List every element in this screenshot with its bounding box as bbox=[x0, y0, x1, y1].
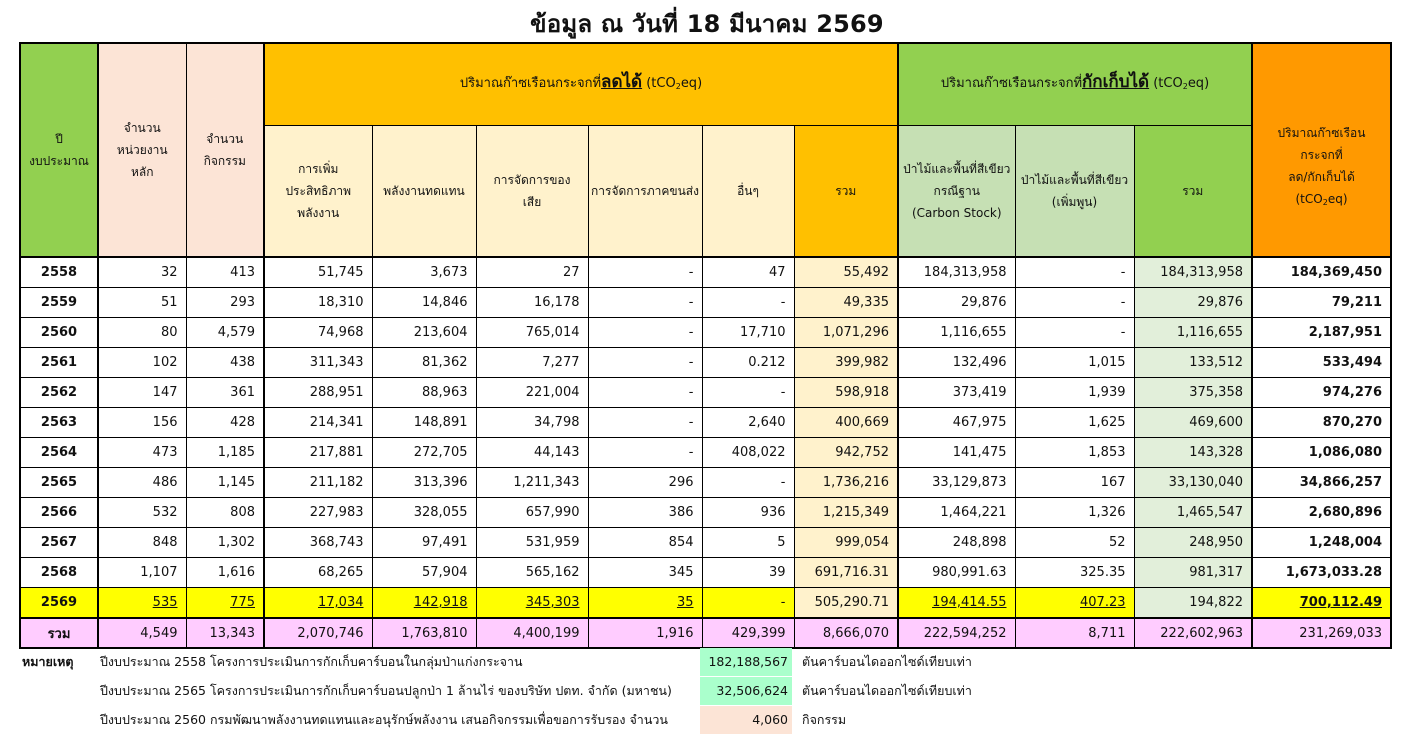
cell-activities: 428 bbox=[186, 408, 264, 438]
table-row bbox=[20, 378, 1391, 408]
cell-seq-total: 375,358 bbox=[1134, 378, 1252, 408]
cell-efficiency: 51,745 bbox=[264, 257, 372, 288]
header-year bbox=[20, 43, 98, 257]
header-units bbox=[98, 43, 186, 257]
cell-other: 2,640 bbox=[702, 408, 794, 438]
cell-transport: 854 bbox=[588, 528, 702, 558]
cell-other: - bbox=[702, 288, 794, 318]
cell-efficiency: 288,951 bbox=[264, 378, 372, 408]
note-value: 32,506,624 bbox=[700, 677, 792, 705]
total-transport: 1,916 bbox=[588, 618, 702, 648]
cell-activities: 808 bbox=[186, 498, 264, 528]
cell-reduced-total: 505,290.71 bbox=[794, 588, 898, 619]
cell-increase: - bbox=[1015, 288, 1134, 318]
cell-transport: - bbox=[588, 378, 702, 408]
cell-other: 936 bbox=[702, 498, 794, 528]
unit-sub: 2 bbox=[675, 81, 681, 91]
unit-sub: 2 bbox=[1322, 198, 1328, 207]
unit-prefix: (tCO bbox=[646, 75, 676, 91]
cell-baseline: 33,129,873 bbox=[898, 468, 1015, 498]
cell-seq-total: 194,822 bbox=[1134, 588, 1252, 619]
cell-increase: 52 bbox=[1015, 528, 1134, 558]
cell-increase: 1,326 bbox=[1015, 498, 1134, 528]
cell-waste: 565,162 bbox=[476, 558, 588, 588]
baseline-line2: กรณีฐาน bbox=[933, 183, 980, 198]
cell-seq-total: 1,465,547 bbox=[1134, 498, 1252, 528]
total-reduced-total: 8,666,070 bbox=[794, 618, 898, 648]
cell-increase: - bbox=[1015, 318, 1134, 348]
total-other: 429,399 bbox=[702, 618, 794, 648]
cell-other: 408,022 bbox=[702, 438, 794, 468]
cell-renewable: 213,604 bbox=[372, 318, 476, 348]
cell-grand-total: 184,369,450 bbox=[1252, 257, 1391, 288]
total-seq-total: 222,602,963 bbox=[1134, 618, 1252, 648]
table-row bbox=[20, 468, 1391, 498]
cell-grand-total: 533,494 bbox=[1252, 348, 1391, 378]
cell-seq-total: 469,600 bbox=[1134, 408, 1252, 438]
page-title: ข้อมูล ณ วันที่ 18 มีนาคม 2569 bbox=[530, 10, 884, 38]
efficiency-line3: พลังงาน bbox=[297, 205, 340, 220]
cell-other: 5 bbox=[702, 528, 794, 558]
efficiency-line1: การเพิ่ม bbox=[298, 161, 339, 176]
cell-grand-total: 2,187,951 bbox=[1252, 318, 1391, 348]
cell-units: 156 bbox=[98, 408, 186, 438]
cell-reduced-total: 400,669 bbox=[794, 408, 898, 438]
table-row bbox=[20, 408, 1391, 438]
cell-waste: 531,959 bbox=[476, 528, 588, 558]
cell-other: 17,710 bbox=[702, 318, 794, 348]
cell-seq-total: 1,116,655 bbox=[1134, 318, 1252, 348]
table-row bbox=[20, 438, 1391, 468]
cell-baseline: 141,475 bbox=[898, 438, 1015, 468]
header-seq-total: รวม bbox=[1134, 125, 1252, 257]
cell-renewable: 97,491 bbox=[372, 528, 476, 558]
cell-baseline: 184,313,958 bbox=[898, 257, 1015, 288]
cell-other: 47 bbox=[702, 257, 794, 288]
cell-reduced-total: 598,918 bbox=[794, 378, 898, 408]
note-unit: กิจกรรม bbox=[802, 712, 847, 727]
cell-waste: 34,798 bbox=[476, 408, 588, 438]
cell-increase: 1,939 bbox=[1015, 378, 1134, 408]
cell-increase: - bbox=[1015, 257, 1134, 288]
cell-reduced-total: 942,752 bbox=[794, 438, 898, 468]
cell-efficiency: 368,743 bbox=[264, 528, 372, 558]
unit-suffix: eq) bbox=[680, 75, 703, 91]
grand-total-line2: ลด/กักเก็บได้ bbox=[1288, 170, 1355, 184]
header-efficiency bbox=[264, 125, 372, 257]
cell-waste: 44,143 bbox=[476, 438, 588, 468]
header-units-line1: จำนวน bbox=[123, 121, 161, 135]
cell-units: 1,107 bbox=[98, 558, 186, 588]
table-row bbox=[20, 257, 1391, 288]
cell-waste: 27 bbox=[476, 257, 588, 288]
header-reduced-group bbox=[264, 43, 898, 125]
header-year-line2: งบประมาณ bbox=[29, 154, 89, 168]
cell-transport: - bbox=[588, 438, 702, 468]
cell-renewable: 142,918 bbox=[372, 588, 476, 619]
cell-seq-total: 29,876 bbox=[1134, 288, 1252, 318]
note-unit: ตันคาร์บอนไดออกไซด์เทียบเท่า bbox=[802, 654, 972, 669]
cell-activities: 438 bbox=[186, 348, 264, 378]
cell-baseline: 1,116,655 bbox=[898, 318, 1015, 348]
cell-waste: 16,178 bbox=[476, 288, 588, 318]
efficiency-line2: ประสิทธิภาพ bbox=[285, 183, 352, 198]
cell-transport: - bbox=[588, 408, 702, 438]
cell-grand-total: 2,680,896 bbox=[1252, 498, 1391, 528]
header-grand-total bbox=[1252, 43, 1391, 257]
table-row bbox=[20, 288, 1391, 318]
cell-seq-total: 184,313,958 bbox=[1134, 257, 1252, 288]
cell-transport: - bbox=[588, 348, 702, 378]
cell-baseline: 373,419 bbox=[898, 378, 1015, 408]
note-value: 182,188,567 bbox=[700, 648, 792, 676]
cell-other: 39 bbox=[702, 558, 794, 588]
cell-year: 2567 bbox=[20, 528, 98, 558]
table-row bbox=[20, 528, 1391, 558]
cell-units: 80 bbox=[98, 318, 186, 348]
cell-efficiency: 214,341 bbox=[264, 408, 372, 438]
cell-grand-total: 79,211 bbox=[1252, 288, 1391, 318]
note-row-1 bbox=[0, 648, 1414, 676]
cell-waste: 221,004 bbox=[476, 378, 588, 408]
cell-activities: 413 bbox=[186, 257, 264, 288]
cell-other: - bbox=[702, 588, 794, 619]
cell-units: 535 bbox=[98, 588, 186, 619]
header-increase bbox=[1015, 125, 1134, 257]
cell-grand-total: 1,086,080 bbox=[1252, 438, 1391, 468]
total-activities: 13,343 bbox=[186, 618, 264, 648]
cell-reduced-total: 49,335 bbox=[794, 288, 898, 318]
header-baseline bbox=[898, 125, 1015, 257]
table-body bbox=[20, 257, 1391, 648]
cell-year: 2558 bbox=[20, 257, 98, 288]
cell-renewable: 88,963 bbox=[372, 378, 476, 408]
cell-activities: 4,579 bbox=[186, 318, 264, 348]
cell-baseline: 29,876 bbox=[898, 288, 1015, 318]
total-grand-total: 231,269,033 bbox=[1252, 618, 1391, 648]
cell-other: 0.212 bbox=[702, 348, 794, 378]
reduced-group-emph: ลดได้ bbox=[601, 71, 643, 92]
cell-efficiency: 217,881 bbox=[264, 438, 372, 468]
header-year-line1: ปี bbox=[55, 132, 63, 146]
cell-efficiency: 311,343 bbox=[264, 348, 372, 378]
cell-activities: 775 bbox=[186, 588, 264, 619]
cell-efficiency: 227,983 bbox=[264, 498, 372, 528]
cell-seq-total: 133,512 bbox=[1134, 348, 1252, 378]
unit-sub: 2 bbox=[1182, 81, 1188, 91]
cell-units: 848 bbox=[98, 528, 186, 558]
cell-year: 2561 bbox=[20, 348, 98, 378]
cell-efficiency: 18,310 bbox=[264, 288, 372, 318]
cell-baseline: 1,464,221 bbox=[898, 498, 1015, 528]
cell-grand-total: 870,270 bbox=[1252, 408, 1391, 438]
total-efficiency: 2,070,746 bbox=[264, 618, 372, 648]
note-text: ปีงบประมาณ 2565 โครงการประเมินการกักเก็บคาร์บอนปลูกป่า 1 ล้านไร่ ของบริษัท ปตท. จำกัด (มหาชน) bbox=[100, 683, 672, 698]
cell-units: 32 bbox=[98, 257, 186, 288]
cell-transport: 386 bbox=[588, 498, 702, 528]
table-row bbox=[20, 498, 1391, 528]
cell-seq-total: 981,317 bbox=[1134, 558, 1252, 588]
cell-baseline: 467,975 bbox=[898, 408, 1015, 438]
cell-waste: 1,211,343 bbox=[476, 468, 588, 498]
cell-activities: 1,145 bbox=[186, 468, 264, 498]
cell-increase: 407.23 bbox=[1015, 588, 1134, 619]
header-reduced-total: รวม bbox=[794, 125, 898, 257]
total-baseline: 222,594,252 bbox=[898, 618, 1015, 648]
cell-increase: 167 bbox=[1015, 468, 1134, 498]
cell-reduced-total: 1,215,349 bbox=[794, 498, 898, 528]
cell-efficiency: 211,182 bbox=[264, 468, 372, 498]
cell-year: 2566 bbox=[20, 498, 98, 528]
note-row-2 bbox=[0, 677, 1414, 705]
cell-other: - bbox=[702, 468, 794, 498]
sequestered-group-prefix: ปริมาณก๊าซเรือนกระจกที่ bbox=[940, 75, 1083, 91]
cell-reduced-total: 999,054 bbox=[794, 528, 898, 558]
cell-transport: - bbox=[588, 257, 702, 288]
cell-transport: 296 bbox=[588, 468, 702, 498]
cell-efficiency: 17,034 bbox=[264, 588, 372, 619]
header-renewable: พลังงานทดแทน bbox=[372, 125, 476, 257]
cell-waste: 7,277 bbox=[476, 348, 588, 378]
unit-suffix: eq) bbox=[1327, 192, 1348, 206]
cell-units: 473 bbox=[98, 438, 186, 468]
cell-year: 2568 bbox=[20, 558, 98, 588]
cell-transport: 35 bbox=[588, 588, 702, 619]
unit-prefix: (tCO bbox=[1153, 75, 1183, 91]
cell-grand-total: 1,673,033.28 bbox=[1252, 558, 1391, 588]
total-renewable: 1,763,810 bbox=[372, 618, 476, 648]
cell-grand-total: 700,112.49 bbox=[1252, 588, 1391, 619]
reduced-group-prefix: ปริมาณก๊าซเรือนกระจกที่ bbox=[459, 75, 602, 91]
header-units-line2: หน่วยงานหลัก bbox=[116, 143, 168, 179]
cell-year: 2562 bbox=[20, 378, 98, 408]
cell-year: 2565 bbox=[20, 468, 98, 498]
cell-units: 532 bbox=[98, 498, 186, 528]
total-increase: 8,711 bbox=[1015, 618, 1134, 648]
note-text: ปีงบประมาณ 2558 โครงการประเมินการกักเก็บคาร์บอนในกลุ่มป่าแก่งกระจาน bbox=[100, 654, 523, 669]
cell-efficiency: 74,968 bbox=[264, 318, 372, 348]
table-row bbox=[20, 318, 1391, 348]
cell-units: 486 bbox=[98, 468, 186, 498]
cell-renewable: 81,362 bbox=[372, 348, 476, 378]
header-activities-line1: จำนวน bbox=[206, 132, 244, 146]
cell-year: 2559 bbox=[20, 288, 98, 318]
cell-transport: 345 bbox=[588, 558, 702, 588]
cell-units: 147 bbox=[98, 378, 186, 408]
cell-renewable: 14,846 bbox=[372, 288, 476, 318]
cell-increase: 1,015 bbox=[1015, 348, 1134, 378]
cell-seq-total: 33,130,040 bbox=[1134, 468, 1252, 498]
cell-reduced-total: 1,071,296 bbox=[794, 318, 898, 348]
total-waste: 4,400,199 bbox=[476, 618, 588, 648]
cell-waste: 657,990 bbox=[476, 498, 588, 528]
table-row bbox=[20, 588, 1391, 619]
cell-grand-total: 1,248,004 bbox=[1252, 528, 1391, 558]
cell-increase: 1,853 bbox=[1015, 438, 1134, 468]
note-text: ปีงบประมาณ 2560 กรมพัฒนาพลังงานทดแทนและอนุรักษ์พลังงาน เสนอกิจกรรมเพื่อขอการรับรอง จำนวน bbox=[100, 712, 668, 727]
header-waste: การจัดการของเสีย bbox=[476, 125, 588, 257]
increase-line1: ป่าไม้และพื้นที่สีเขียว bbox=[1020, 172, 1129, 187]
cell-activities: 1,616 bbox=[186, 558, 264, 588]
cell-increase: 325.35 bbox=[1015, 558, 1134, 588]
header-activities bbox=[186, 43, 264, 257]
cell-renewable: 328,055 bbox=[372, 498, 476, 528]
note-value: 4,060 bbox=[700, 706, 792, 734]
cell-year: 2564 bbox=[20, 438, 98, 468]
baseline-line1: ป่าไม้และพื้นที่สีเขียว bbox=[903, 161, 1011, 176]
cell-efficiency: 68,265 bbox=[264, 558, 372, 588]
notes-label: หมายเหตุ bbox=[22, 654, 74, 669]
cell-transport: - bbox=[588, 318, 702, 348]
note-unit: ตันคาร์บอนไดออกไซด์เทียบเท่า bbox=[802, 683, 972, 698]
cell-baseline: 248,898 bbox=[898, 528, 1015, 558]
total-units: 4,549 bbox=[98, 618, 186, 648]
header-transport: การจัดการภาคขนส่ง bbox=[588, 125, 702, 257]
cell-renewable: 3,673 bbox=[372, 257, 476, 288]
cell-year: 2563 bbox=[20, 408, 98, 438]
totals-label: รวม bbox=[20, 618, 98, 648]
cell-renewable: 313,396 bbox=[372, 468, 476, 498]
cell-units: 102 bbox=[98, 348, 186, 378]
baseline-line3: (Carbon Stock) bbox=[911, 205, 1002, 220]
header-activities-line2: กิจกรรม bbox=[203, 154, 246, 168]
cell-waste: 765,014 bbox=[476, 318, 588, 348]
header-other: อื่นๆ bbox=[702, 125, 794, 257]
cell-waste: 345,303 bbox=[476, 588, 588, 619]
cell-reduced-total: 691,716.31 bbox=[794, 558, 898, 588]
cell-baseline: 132,496 bbox=[898, 348, 1015, 378]
cell-renewable: 148,891 bbox=[372, 408, 476, 438]
cell-reduced-total: 55,492 bbox=[794, 257, 898, 288]
cell-year: 2560 bbox=[20, 318, 98, 348]
cell-seq-total: 143,328 bbox=[1134, 438, 1252, 468]
cell-activities: 1,302 bbox=[186, 528, 264, 558]
cell-increase: 1,625 bbox=[1015, 408, 1134, 438]
cell-activities: 1,185 bbox=[186, 438, 264, 468]
cell-baseline: 194,414.55 bbox=[898, 588, 1015, 619]
cell-year: 2569 bbox=[20, 588, 98, 619]
cell-grand-total: 34,866,257 bbox=[1252, 468, 1391, 498]
grand-total-line1: ปริมาณก๊าซเรือนกระจกที่ bbox=[1277, 126, 1366, 162]
header-sequestered-group bbox=[898, 43, 1252, 125]
cell-activities: 293 bbox=[186, 288, 264, 318]
cell-baseline: 980,991.63 bbox=[898, 558, 1015, 588]
cell-activities: 361 bbox=[186, 378, 264, 408]
cell-other: - bbox=[702, 378, 794, 408]
note-row-3 bbox=[0, 706, 1414, 734]
cell-reduced-total: 399,982 bbox=[794, 348, 898, 378]
cell-renewable: 272,705 bbox=[372, 438, 476, 468]
increase-line2: (เพิ่มพูน) bbox=[1051, 194, 1098, 209]
cell-transport: - bbox=[588, 288, 702, 318]
cell-seq-total: 248,950 bbox=[1134, 528, 1252, 558]
unit-prefix: (tCO bbox=[1295, 192, 1323, 206]
unit-suffix: eq) bbox=[1187, 75, 1210, 91]
table-row bbox=[20, 348, 1391, 378]
ghg-summary-table bbox=[19, 42, 1392, 649]
cell-reduced-total: 1,736,216 bbox=[794, 468, 898, 498]
sequestered-group-emph: กักเก็บได้ bbox=[1082, 71, 1150, 92]
cell-renewable: 57,904 bbox=[372, 558, 476, 588]
cell-units: 51 bbox=[98, 288, 186, 318]
cell-grand-total: 974,276 bbox=[1252, 378, 1391, 408]
table-row bbox=[20, 558, 1391, 588]
totals-row bbox=[20, 618, 1391, 648]
